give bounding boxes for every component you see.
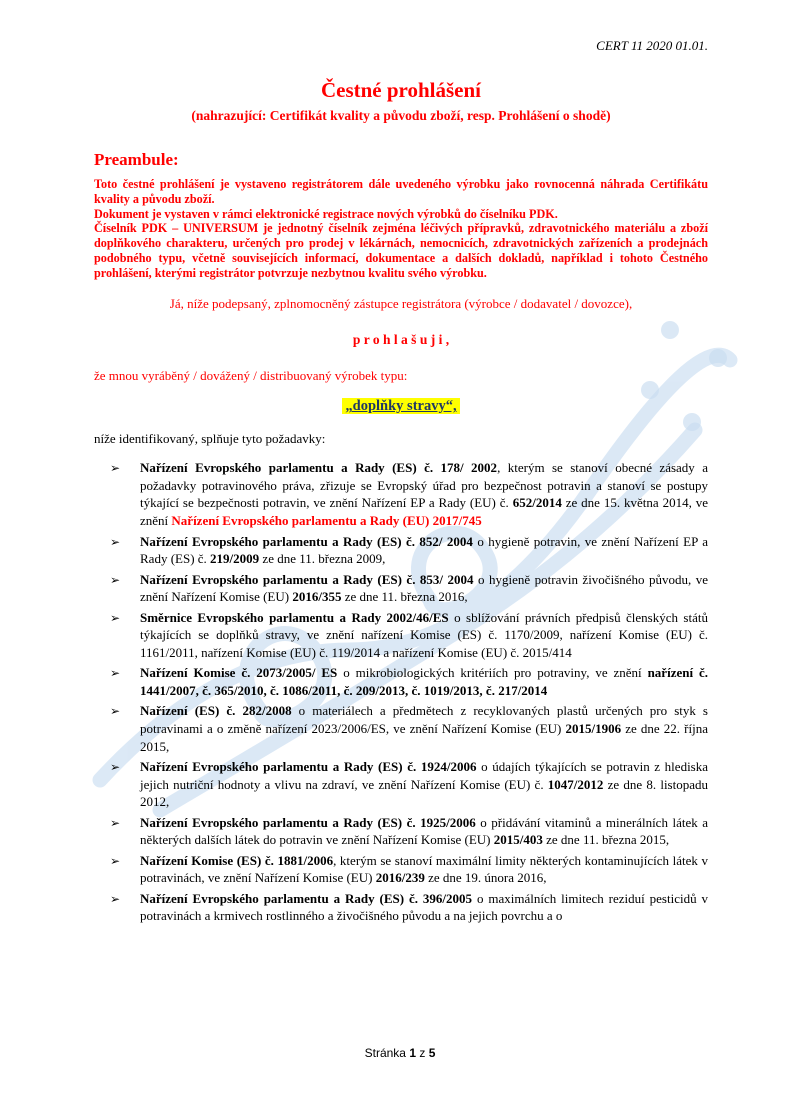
text-run: Směrnice Evropského parlamentu a Rady 2002/46/ES (140, 609, 449, 625)
text-run: 2015/403 (493, 832, 543, 848)
list-bullet-icon: ➢ (110, 461, 121, 476)
text-run: Nařízení Evropského parlamentu a Rady (ES) č. 853/ 2004 (140, 571, 474, 587)
list-bullet-icon: ➢ (110, 760, 121, 775)
regulation-text (140, 815, 708, 848)
text-run: nařízení č. 1441/2007, č. 365/2010, č. 1086/2011, č. 209/2013, č. 1019/2013, č. 217/2014 (140, 665, 708, 698)
regulation-text (140, 610, 708, 660)
list-bullet-icon: ➢ (110, 572, 121, 587)
text-run: 5 (428, 1046, 436, 1060)
text-run: Nařízení Komise č. 2073/2005/ ES (140, 665, 338, 681)
regulation-text (140, 703, 708, 753)
regulation-item (94, 459, 708, 529)
text-run: 1047/2012 (547, 776, 604, 792)
text-run: 2016/239 (375, 870, 425, 886)
preamble-heading: Preambule: (94, 150, 179, 169)
declaration-verb: p r o h l a š u j i , (352, 332, 450, 348)
list-bullet-icon: ➢ (110, 704, 121, 719)
text-run: o mikrobiologických kritériích pro potraviny, ve znění (337, 665, 648, 681)
product-type-highlight: „doplňky stravy“, (342, 398, 459, 414)
text-run: ze dne 11. března 2015, (542, 832, 670, 848)
text-run: 652/2014 (512, 495, 562, 511)
document-code: CERT 11 2020 01.01. (596, 38, 708, 53)
text-run: 2016/355 (292, 589, 342, 605)
text-run: z (416, 1046, 429, 1060)
text-run: ze dne 8. listopadu 2012, (140, 776, 708, 810)
text-run: o údajích týkajících se potravin z hlediska jejich nutriční hodnoty a vlivu na zdraví, ve znění Nařízení Komise (EU) č. (140, 759, 709, 792)
preamble-paragraph-1: Toto čestné prohlášení je vystaveno registrátorem dále uvedeného výrobku jako rovnocenná náhrada Certifikátu kvality a původu zboží. (94, 177, 708, 206)
text-run: 1 (409, 1046, 417, 1060)
text-run: o přidávání vitaminů a minerálních látek a některých dalších látek do potravin ve znění Nařízení Komise (EU) (140, 814, 709, 848)
text-run: Nařízení Evropského parlamentu a Rady (ES) č. 852/ 2004 (140, 533, 473, 549)
text-run: o materiálech a předmětech z recyklovaných plastů určených pro styk s potravinami a o změně nařízení 2023/2006/ES, ve znění Nařízení Komise (EU) (140, 703, 708, 737)
regulation-item (94, 571, 708, 606)
regulation-item (94, 533, 708, 568)
regulation-text (140, 853, 708, 886)
page-footer (0, 1046, 800, 1060)
text-run: Nařízení (ES) č. 282/2008 (140, 703, 292, 719)
text-run: , kterým se stanoví obecné zásady a požadavky potravinového práva, zřizuje se Evropský úřad pro bezpečnost potravin a stanoví se postupy týkající se bezpečnosti potravin, ve znění Nařízení EP a Rady (EU) č. (140, 460, 708, 511)
text-run: 219/2009 (210, 551, 260, 567)
text-run: o sblížování právních předpisů členských států týkajících se doplňků stravy, ve znění nařízení Komise (ES) č. 1170/2009, nařízení Komise (EU) č. 1161/2011, nařízení Komise (EU) č. 119/2014 a nařízení Komise (EU) č. 2015/414 (140, 609, 708, 660)
text-run: Nařízení Evropského parlamentu a Rady (EU) 2017/745 (171, 513, 482, 528)
text-run: ze dne 15. května 2014, ve znění (140, 495, 708, 528)
text-run: Stránka (364, 1046, 410, 1060)
regulation-text (140, 891, 708, 924)
regulation-item (94, 890, 708, 925)
product-type-line (94, 397, 708, 415)
text-run: Nařízení Evropského parlamentu a Rady (ES) č. 1925/2006 (140, 814, 476, 830)
document-title: Čestné prohlášení (320, 78, 482, 102)
regulation-item (94, 758, 708, 811)
text-run: ze dne 22. října 2015, (140, 721, 708, 754)
regulation-text (140, 665, 708, 698)
list-bullet-icon: ➢ (110, 666, 121, 681)
text-run: ze dne 11. března 2016, (341, 589, 468, 605)
list-bullet-icon: ➢ (110, 815, 121, 830)
regulation-item (94, 814, 708, 849)
regulation-text (140, 572, 708, 605)
text-run: , kterým se stanoví maximální limity některých kontaminujících látek v potravinách, ve znění Nařízení Komise (EU) (140, 852, 709, 886)
regulation-item (94, 702, 708, 755)
text-run: ze dne 19. února 2016, (424, 870, 547, 886)
declaration-intro: Já, níže podepsaný, zplnomocněný zástupce registrátora (výrobce / dodavatel / dovozce), (169, 296, 633, 312)
list-bullet-icon: ➢ (110, 853, 121, 868)
text-run: Nařízení Komise (ES) č. 1881/2006 (140, 852, 334, 868)
text-run: o hygieně potravin živočišného původu, ve znění Nařízení Komise (EU) (140, 571, 708, 605)
list-bullet-icon: ➢ (110, 534, 121, 549)
regulation-item (94, 609, 708, 662)
regulations-list (94, 459, 708, 925)
text-run: Nařízení Evropského parlamentu a Rady (ES) č. 396/2005 (140, 890, 473, 906)
regulation-text (140, 759, 708, 809)
text-run: o hygieně potravin, ve znění Nařízení EP a Rady (ES) č. (140, 533, 709, 567)
text-run: o maximálních limitech reziduí pesticidů v potravinách a krmivech rostlinného a živočišného původu a na jejich povrchu a o (140, 890, 708, 924)
text-run: ze dne 11. března 2009, (259, 551, 386, 567)
text-run: 2015/1906 (565, 721, 622, 737)
list-bullet-icon: ➢ (110, 891, 121, 906)
text-run: Nařízení Evropského parlamentu a Rady (ES) č. 178/ 2002 (140, 460, 498, 476)
product-line: že mnou vyráběný / dovážený / distribuovaný výrobek typu: (94, 368, 408, 384)
preamble-paragraph-2: Dokument je vystaven v rámci elektronické registrace nových výrobků do číselníku PDK. (94, 206, 558, 221)
requirements-intro: níže identifikovaný, splňuje tyto požadavky: (94, 431, 326, 447)
regulation-item (94, 852, 708, 887)
regulation-text (140, 460, 708, 528)
text-run: Nařízení Evropského parlamentu a Rady (ES) č. 1924/2006 (140, 759, 477, 775)
document-subtitle: (nahrazující: Certifikát kvality a původu zboží, resp. Prohlášení o shodě) (191, 108, 611, 123)
regulation-text (140, 534, 708, 567)
list-bullet-icon: ➢ (110, 610, 121, 625)
preamble-paragraph-3: Číselník PDK – UNIVERSUM je jednotný číselník zejména léčivých přípravků, zdravotnického materiálu a zboží doplňkového charakteru, určených pro prodej v lékárnách, nemocnicích, zdravotnických zařízeních a prodejnách podobného typu, včetně souvisejících informací, dokumentace a dalších dokladů, například i tohoto Čestného prohlášení, kterými registrátor potvrzuje nezbytnou kvalitu svého výrobku. (94, 221, 708, 280)
regulation-item (94, 664, 708, 699)
